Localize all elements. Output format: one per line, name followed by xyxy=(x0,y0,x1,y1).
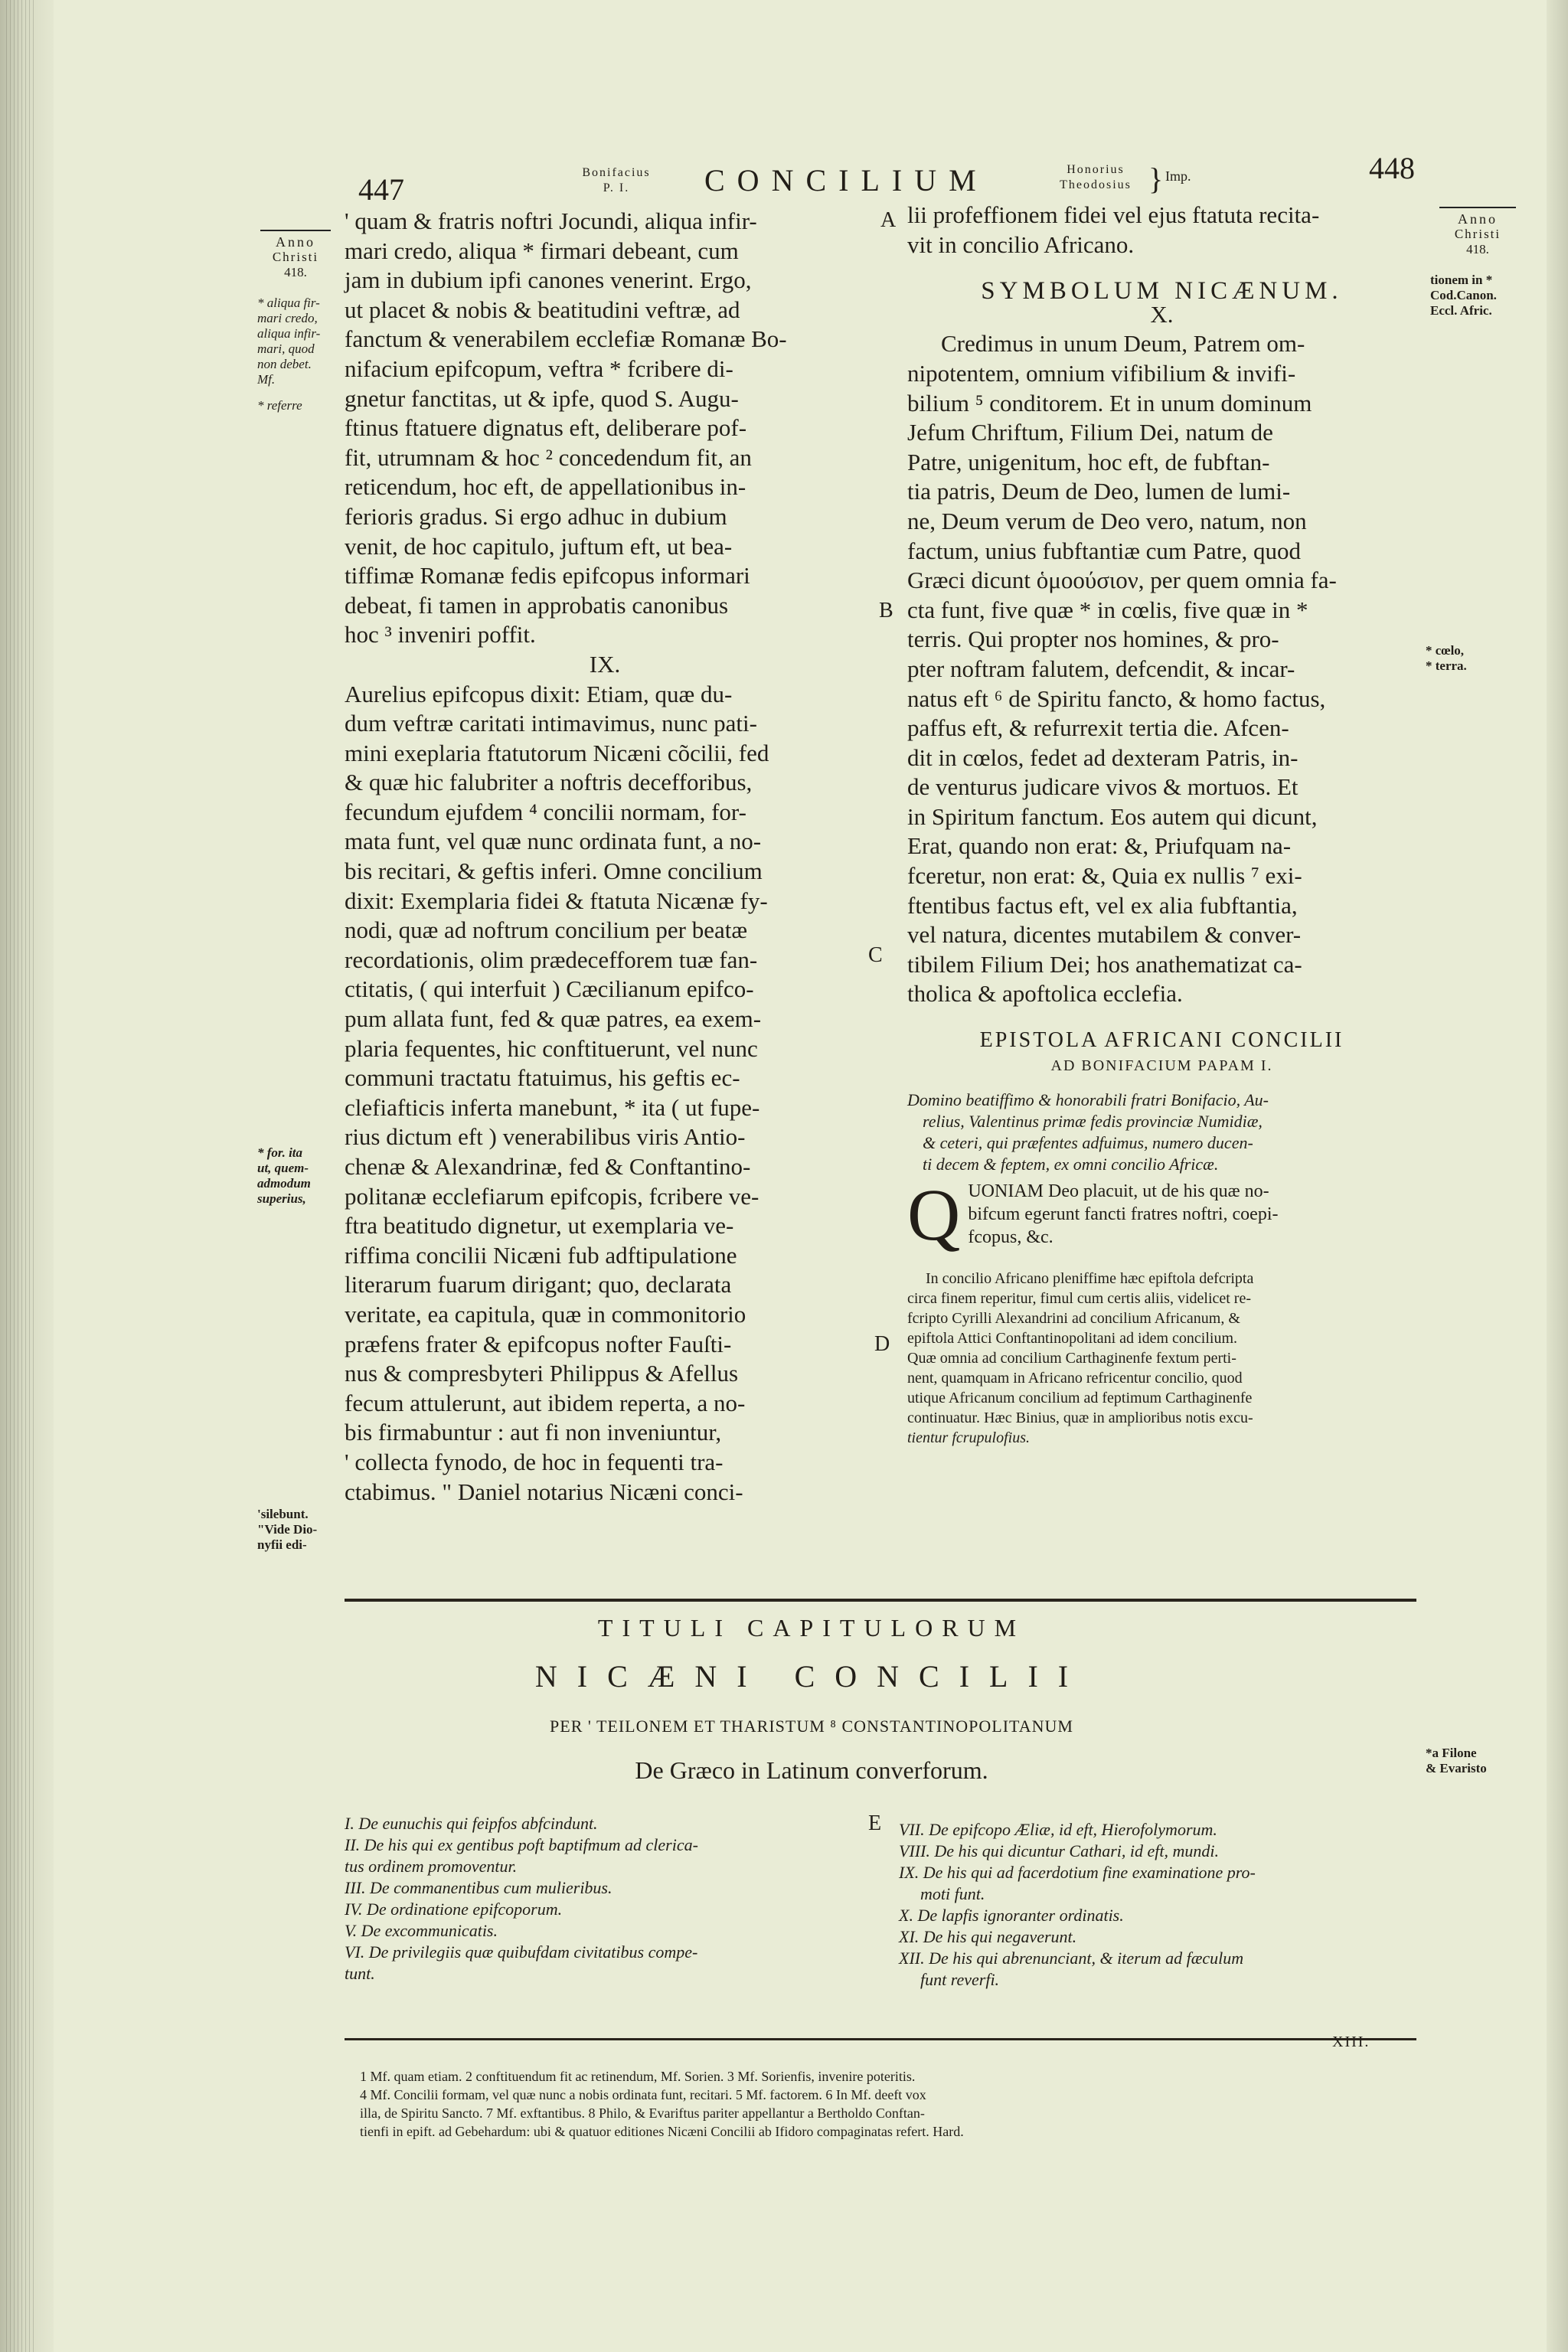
text-line: ftentibus factus eft, vel ex alia fubftantia, xyxy=(907,891,1298,919)
list-item: tunt. xyxy=(345,1964,375,1983)
text-line: Credimus in unum Deum, Patrem om- xyxy=(941,330,1305,358)
text-line: tiffimæ Romanæ fedis epifcopus informari xyxy=(345,562,750,590)
margin-line: "Vide Dio- xyxy=(257,1522,318,1537)
tituli-translators: PER ' TEILONEM ET THARISTUM ⁸ CONSTANTINOPOLITANUM xyxy=(550,1717,1073,1736)
text-line: fanctum & venerabilem ecclefiæ Romanæ Bo- xyxy=(345,325,787,353)
text-line: ftinus ftatuere dignatus eft, deliberare pof- xyxy=(345,414,747,442)
list-item: I. De eunuchis qui feipfos abfcindunt. xyxy=(345,1814,598,1833)
section-letter-c: C xyxy=(868,943,883,967)
divider-rule xyxy=(345,1599,1416,1602)
margin-line: * aliqua fir- xyxy=(257,296,320,310)
text-line: venit, de hoc capitulo, juftum eft, ut bea- xyxy=(345,532,733,560)
text-line: mata funt, vel quæ nunc ordinata funt, a no- xyxy=(345,828,762,855)
margin-year: 418. xyxy=(284,265,307,279)
margin-line: * for. ita xyxy=(257,1145,303,1160)
list-item: XII. De his qui abrenunciant, & iterum ad fæculum xyxy=(899,1949,1244,1968)
list-item: IV. De ordinatione epifcoporum. xyxy=(345,1900,563,1919)
text-line: Patre, unigenitum, hoc eft, de fubftan- xyxy=(907,448,1270,475)
text-line: nifacium epifcopum, veftra * fcribere di- xyxy=(345,354,733,382)
right-page-number: 448 xyxy=(1369,151,1415,185)
margin-line: non debet. xyxy=(257,357,312,371)
text-line: fceretur, non erat: &, Quia ex nullis ⁷ exi- xyxy=(907,862,1302,890)
text-line: bis recitari, & geftis inferi. Omne concilium xyxy=(345,858,763,885)
text-line: præfens frater & epifcopus nofter Fauſti- xyxy=(345,1330,732,1357)
list-item: VII. De epifcopo Æliæ, id eft, Hierofolymorum. xyxy=(899,1820,1217,1839)
text-line: nus & compresbyteri Philippus & Afellus xyxy=(345,1360,739,1387)
margin-line: admodum xyxy=(257,1176,311,1191)
text-line: ' collecta fynodo, de hoc in fequenti tra- xyxy=(345,1448,724,1475)
text-line: tholica & apoftolica ecclefia. xyxy=(907,980,1183,1008)
footnote-line: illa, de Spiritu Sancto. 7 Mf. exftantibus. 8 Philo, & Evariftus pariter appellantur a Bertholdo Conftan- xyxy=(360,2105,925,2121)
epistola-title: EPISTOLA AFRICANI CONCILII xyxy=(979,1028,1344,1053)
text-line: pter noftram falutem, defcendit, & incar- xyxy=(907,655,1295,682)
text-line: veritate, ea capitula, quæ in commonitorio xyxy=(345,1300,746,1328)
text-line: fecum attulerunt, aut ibidem reperta, a no- xyxy=(345,1389,746,1416)
list-item: V. De excommunicatis. xyxy=(345,1921,498,1940)
epistola-body xyxy=(907,1173,1416,1256)
epistola-subtitle: AD BONIFACIUM PAPAM I. xyxy=(1050,1057,1273,1074)
text-line: chenæ & Alexandrinæ, fed & Conftantino- xyxy=(345,1153,751,1180)
text-line: tibilem Filium Dei; hos anathematizat ca- xyxy=(907,950,1302,978)
list-item: XI. De his qui negaverunt. xyxy=(899,1927,1077,1946)
text-line: fit, utrumnam & hoc ² concedendum fit, an xyxy=(345,443,752,471)
list-item: funt reverfi. xyxy=(920,1970,1000,1989)
page-title: CONCILIUM xyxy=(704,163,988,198)
paragraph xyxy=(345,207,865,650)
text-line: mari credo, aliqua * firmari debeant, cum xyxy=(345,237,739,264)
right-column xyxy=(907,201,1416,1448)
margin-anno-left xyxy=(260,230,331,280)
list-item: X. De lapfis ignoranter ordinatis. xyxy=(899,1906,1124,1925)
text-line: jam in dubium ipfi canones venerint. Ergo, xyxy=(345,266,752,294)
text-line: vit in concilio Africano. xyxy=(907,230,1135,258)
text-line: utique Africanum concilium ad feptimum Carthaginenfe xyxy=(907,1389,1253,1406)
text-line: In concilio Africano pleniffime hæc epiftola defcripta xyxy=(926,1269,1254,1287)
list-item: moti funt. xyxy=(920,1884,985,1903)
margin-line: Eccl. Afric. xyxy=(1430,303,1492,318)
text-line: circa finem reperitur, fimul cum certis aliis, videlicet re- xyxy=(907,1289,1252,1307)
left-page-number: 447 xyxy=(358,172,404,207)
text-line: nent, quamquam in Africano refricentur concilio, quod xyxy=(907,1369,1243,1387)
text-line: vel natura, dicentes mutabilem & conver- xyxy=(907,921,1302,949)
running-name: Bonifacius xyxy=(582,166,651,179)
text-line: ftra beatitudo dignetur, ut exemplaria ve- xyxy=(345,1212,734,1240)
text-line: plaria fequentes, hic conftituerunt, vel nunc xyxy=(345,1034,758,1062)
margin-line: mari credo, xyxy=(257,311,318,325)
catchword: XIII. xyxy=(1332,2034,1370,2050)
left-column xyxy=(345,207,865,1507)
text-line: ne, Deum verum de Deo vero, natum, non xyxy=(907,507,1307,534)
margin-line: superius, xyxy=(257,1191,306,1206)
text-line: Jefum Chriftum, Filium Dei, natum de xyxy=(907,419,1273,446)
text-line: lii profeffionem fidei vel ejus ftatuta recita- xyxy=(907,201,1320,228)
text-line: literarum fuarum dirigant; quo, declarata xyxy=(345,1271,732,1298)
text-line: Erat, quando non erat: &, Priufquam na- xyxy=(907,832,1292,860)
list-item: VI. De privilegiis quæ quibufdam civitatibus compe- xyxy=(345,1942,698,1962)
margin-line: * cœlo, xyxy=(1426,643,1465,658)
footnote-line: 1 Mf. quam etiam. 2 conftituendum fit ac retinendum, Mf. Sorien. 3 Mf. Sorienfis, invenire poteritis. xyxy=(360,2069,916,2084)
drop-cap: Q xyxy=(907,1173,961,1256)
text-line: fecundum ejufdem ⁴ concilii normam, for- xyxy=(345,798,746,825)
tituli-caption: De Græco in Latinum converforum. xyxy=(635,1756,988,1784)
paragraph xyxy=(345,680,865,1508)
editor-note xyxy=(907,1269,1416,1448)
text-line: Aurelius epifcopus dixit: Etiam, quæ du- xyxy=(345,680,733,707)
margin-line: Mf. xyxy=(257,372,276,387)
text-line: Domino beatiffimo & honorabili fratri Bonifacio, Au- xyxy=(907,1089,1269,1109)
margin-christi: Christi xyxy=(272,250,319,264)
margin-anno: Anno xyxy=(1439,207,1516,227)
text-line: bilium ⁵ conditorem. Et in unum dominum xyxy=(907,389,1312,416)
running-name: Theodosius xyxy=(1060,178,1132,191)
margin-note-right-2 xyxy=(1426,643,1510,674)
margin-line: aliqua infir- xyxy=(257,326,321,341)
footnote-line: 4 Mf. Concilii formam, vel quæ nunc a nobis ordinata funt, recitari. 5 Mf. factorem. 6 In Mf. deeft vox xyxy=(360,2087,926,2102)
text-line: bis firmabuntur : aut fi non inveniuntur, xyxy=(345,1419,722,1446)
margin-line: tionem in * xyxy=(1430,273,1493,287)
text-line: reticendum, hoc eft, de appellationibus in- xyxy=(345,473,746,501)
margin-line: ut, quem- xyxy=(257,1161,309,1175)
text-line: mini exeplaria ftatutorum Nicæni cõcilii, fed xyxy=(345,739,769,766)
brace: } xyxy=(1148,162,1164,196)
running-tail: Imp. xyxy=(1165,168,1191,184)
running-title: P. I. xyxy=(603,181,630,194)
text-line: nipotentem, omnium vifibilium & invifi- xyxy=(907,359,1296,387)
text-line: in Spiritum fanctum. Eos autem qui dicunt, xyxy=(907,802,1318,830)
text-line: dum veftræ caritati intimavimus, nunc pati- xyxy=(345,710,757,737)
text-line: ut placet & nobis & beatitudini veftræ, ad xyxy=(345,296,740,323)
text-line: politanæ ecclefiarum epifcopis, fcribere ve- xyxy=(345,1182,760,1210)
text-line: bifcum egerunt fancti fratres noftri, coepi- xyxy=(968,1204,1279,1224)
running-name: Honorius xyxy=(1067,163,1125,176)
tituli-subheading: NICÆNI CONCILII xyxy=(534,1659,1089,1694)
text-line: ti decem & feptem, ex omni concilio Africæ. xyxy=(923,1154,1219,1174)
footnotes xyxy=(360,2067,1432,2141)
epistola-address xyxy=(907,1089,1416,1175)
margin-note-left-1 xyxy=(257,296,357,387)
text-line: Græci dicunt ὁμοούσιον, per quem omnia fa- xyxy=(907,567,1337,594)
list-item: IX. De his qui ad facerdotium fine examinatione pro- xyxy=(899,1863,1256,1882)
text-line: paffus eft, & refurrexit tertia die. Afcen- xyxy=(907,714,1289,742)
text-line: Quæ omnia ad concilium Carthaginenfe fextum perti- xyxy=(907,1349,1236,1367)
text-line: debeat, fi tamen in approbatis canonibus xyxy=(345,591,729,619)
text-line: tientur fcrupulofius. xyxy=(907,1429,1030,1446)
footnote-rule xyxy=(345,2038,1416,2040)
text-line: natus eft ⁶ de Spiritu fancto, & homo factus, xyxy=(907,684,1326,712)
symbol-number: X. xyxy=(1150,300,1174,328)
text-line: factum, unius fubftantiæ cum Patre, quod xyxy=(907,537,1301,564)
text-line: & ceteri, qui præfentes adfuimus, numero ducen- xyxy=(923,1132,1253,1152)
text-line: communi tractatu ftatuimus, his geftis ec- xyxy=(345,1064,740,1092)
margin-note-left-3 xyxy=(257,1145,349,1207)
margin-line: 'silebunt. xyxy=(257,1507,309,1521)
margin-anno: Anno xyxy=(260,230,331,250)
text-line: riffima concilii Nicæni fub adftipulatione xyxy=(345,1241,737,1269)
text-line: fcopus, &c. xyxy=(968,1227,1054,1247)
text-line: continuatur. Hæc Binius, quæ in amplioribus notis excu- xyxy=(907,1409,1253,1426)
margin-line: & Evaristo xyxy=(1426,1761,1487,1775)
section-letter-d: D xyxy=(874,1332,890,1356)
margin-line: nyfii edi- xyxy=(257,1537,307,1552)
margin-line: Cod.Canon. xyxy=(1430,288,1497,302)
list-item: tus ordinem promoventur. xyxy=(345,1857,518,1876)
text-line: clefiafticis inferta manebunt, * ita ( ut fupe- xyxy=(345,1093,760,1121)
text-line: dixit: Exemplaria fidei & ftatuta Nicænæ fy- xyxy=(345,887,768,914)
tituli-list-right xyxy=(899,1819,1419,1991)
section-letter-e: E xyxy=(868,1811,882,1835)
text-line: de venturus judicare vivos & mortuos. Et xyxy=(907,773,1298,801)
text-line: tia patris, Deum de Deo, lumen de lumi- xyxy=(907,478,1291,505)
margin-note-left-4 xyxy=(257,1507,349,1553)
text-line: relius, Valentinus primæ fedis provinciæ Numidiæ, xyxy=(923,1111,1263,1131)
margin-anno-right xyxy=(1439,207,1516,257)
tituli-list-left xyxy=(345,1813,865,1984)
section-letter-b: B xyxy=(879,599,893,622)
margin-line: * terra. xyxy=(1426,658,1467,673)
text-line: UONIAM Deo placuit, ut de his quæ no- xyxy=(968,1181,1269,1201)
margin-line: mari, quod xyxy=(257,341,315,356)
text-line: rius dictum eft ) venerabilibus viris Antio- xyxy=(345,1123,746,1151)
text-line: terris. Qui propter nos homines, & pro- xyxy=(907,626,1279,653)
book-gutter xyxy=(0,0,54,2352)
section-letter-a: A xyxy=(880,208,897,232)
text-line: fcripto Cyrilli Alexandrini ad concilium Africanum, & xyxy=(907,1309,1240,1327)
margin-year: 418. xyxy=(1466,242,1489,256)
right-running-head xyxy=(1046,162,1145,193)
list-item: VIII. De his qui dicuntur Cathari, id eft, mundi. xyxy=(899,1841,1219,1860)
page-edge-right xyxy=(1547,0,1568,2352)
page-edges xyxy=(6,0,37,2352)
margin-christi: Christi xyxy=(1454,227,1501,241)
text-line: ' quam & fratris noftri Jocundi, aliqua infir- xyxy=(345,207,757,234)
section-heading: IX. xyxy=(589,650,621,678)
text-line: nodi, quæ ad noftrum concilium per beatæ xyxy=(345,916,748,944)
margin-note-right-1 xyxy=(1430,273,1530,318)
text-line: ferioris gradus. Si ergo adhuc in dubium xyxy=(345,502,727,530)
list-item: II. De his qui ex gentibus poft baptifmum ad clerica- xyxy=(345,1835,698,1854)
footnote-line: tienfi in epift. ad Gebehardum: ubi & quatuor editiones Nicæni Concilii ab Ifidoro compaginatas refert. Hard. xyxy=(360,2124,964,2139)
list-item: III. De commanentibus cum mulieribus. xyxy=(345,1878,612,1897)
text-line: pum allata funt, fed & quæ patres, ea exem- xyxy=(345,1005,762,1033)
text-line: epiftola Attici Conftantinopolitani ad idem concilium. xyxy=(907,1329,1238,1347)
text-line: dit in cœlos, fedet ad dexteram Patris, in- xyxy=(907,743,1298,771)
creed-text xyxy=(907,329,1416,1009)
text-line: hoc ³ inveniri poffit. xyxy=(345,621,536,648)
tituli-heading: TITULI CAPITULORUM xyxy=(597,1614,1026,1642)
text-line: ctabimus. " Daniel notarius Nicæni conci- xyxy=(345,1478,743,1505)
margin-line: *a Filone xyxy=(1426,1746,1477,1760)
symbol-title: SYMBOLUM NICÆNUM. xyxy=(981,277,1343,305)
text-line: & quæ hic falubriter a noftris decefforibus, xyxy=(345,769,753,796)
text-line: cta funt, five quæ * in cœlis, five quæ in * xyxy=(907,596,1308,623)
left-running-head xyxy=(567,165,666,196)
text-line: recordationis, olim prædecefforem tuæ fan- xyxy=(345,946,758,973)
text-line: ctitatis, ( qui interfuit ) Cæcilianum epifco- xyxy=(345,975,754,1003)
margin-note-left-2: * referre xyxy=(257,398,302,413)
text-line: gnetur fanctitas, ut & ipfe, quod S. Augu- xyxy=(345,384,739,412)
